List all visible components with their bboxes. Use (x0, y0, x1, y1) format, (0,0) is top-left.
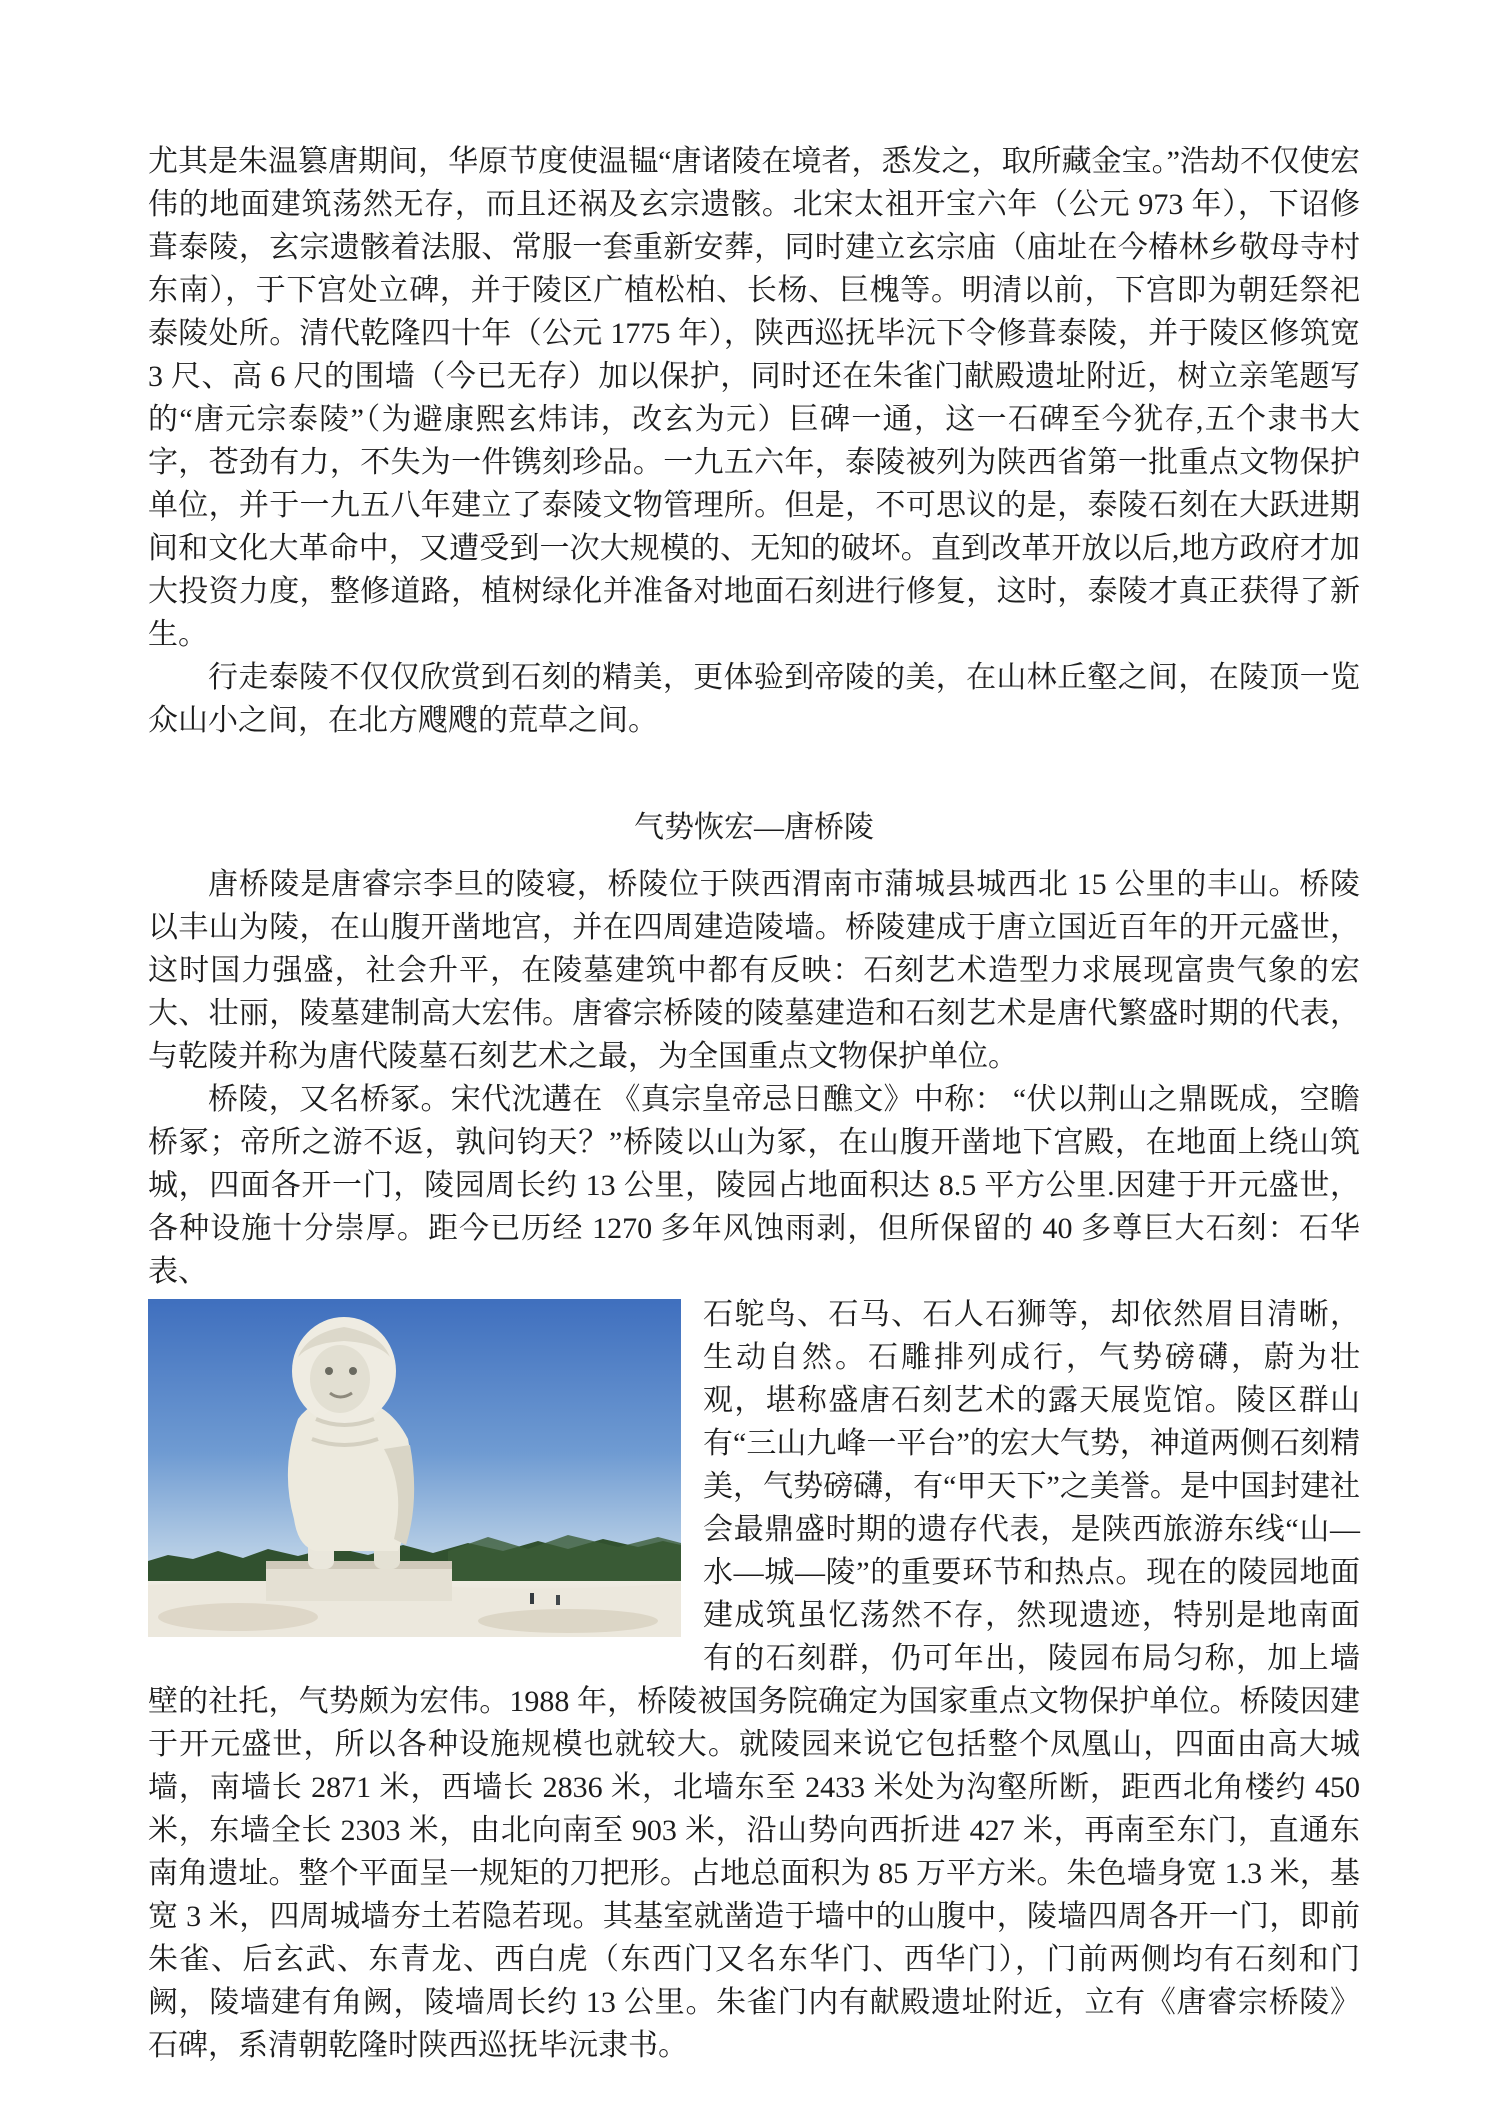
section-heading-qiaoling: 气势恢宏—唐桥陵 (634, 811, 874, 844)
stone-lion-photo (148, 1299, 681, 1637)
paragraph-qiaoling-intro: 唐桥陵是唐睿宗李旦的陵寝，桥陵位于陕西渭南市蒲城县城西北 15 公里的丰山。桥陵以丰山为陵，在山腹开凿地宫，并在四周建造陵墙。桥陵建成于唐立国近百年的开元盛世，这时国力强盛，社会升平，在陵墓建筑中都有反映：石刻艺术造型力求展现富贵气象的宏大、壮丽，陵墓建制高大宏伟。唐睿宗桥陵的陵墓建造和石刻艺术是唐代繁盛时期的代表，与乾陵并称为唐代陵墓石刻艺术之最，为全国重点文物保护单位。 (148, 868, 1360, 1073)
paragraph-qiaoling-detail-rest: 石鸵鸟、石马、石人石狮等，却依然眉目清晰，生动自然。石雕排列成行，气势磅礴，蔚为壮观，堪称盛唐石刻艺术的露天展览馆。陵区群山有“三山九峰一平台”的宏大气势，神道两侧石刻精美，气势磅礴，有“甲天下”之美誉。是中国封建社会最鼎盛时期的遗存代表，是陕西旅游东线“山—水—城—陵”的重要环节和热点。现在的陵园地面建成筑虽忆荡然不存，然现遗迹，特别是地南面有的石刻群，仍可年出，陵园布局匀称，加上墙壁的社托，气势颇为宏伟。1988 年，桥陵被国务院确定为国家重点文物保护单位。桥陵因建于开元盛世，所以各种设施规模也就较大。就陵园来说它包括整个凤凰山，四面由高大城墙，南墙长 2871 米，西墙长 2836 米，北墙东至 2433 米处为沟壑所断，距西北角楼约 450 米，东墙全长 2303 米，由北向南至 903 米，沿山势向西折进 427 米，再南至东门，直通东南角遗址。整个平面呈一规矩的刀把形。占地总面积为 85 万平方米。朱色墙身宽 1.3 米，基宽 3 米，四周城墙夯土若隐若现。其基室就凿造于墙中的山腹中，陵墙四周各开一门，即前朱雀、后玄武、东青龙、西白虎（东西门又名东华门、西华门），门前两侧均有石刻和门阙，陵墙建有角阙，陵墙周长约 13 公里。朱雀门内有献殿遗址附近，立有《唐睿宗桥陵》石碑，系清朝乾隆时陕西巡抚毕沅隶书。 (148, 1298, 1360, 2062)
paragraph-tailing-history: 尤其是朱温篡唐期间，华原节度使温韫“唐诸陵在境者，悉发之，取所藏金宝。”浩劫不仅使宏伟的地面建筑荡然无存，而且还祸及玄宗遗骸。北宋太祖开宝六年（公元 973 年），下诏修葺泰陵，玄宗遗骸着法服、常服一套重新安葬，同时建立玄宗庙（庙址在今椿林乡敬母寺村东南），于下宫处立碑，并于陵区广植松柏、长杨、巨槐等。明清以前，下宫即为朝廷祭祀泰陵处所。清代乾隆四十年（公元 1775 年），陕西巡抚毕沅下令修葺泰陵，并于陵区修筑宽 3 尺、高 6 尺的围墙（今已无存）加以保护，同时还在朱雀门献殿遗址附近，树立亲笔题写的“唐元宗泰陵”（为避康熙玄炜讳，改玄为元）巨碑一通，这一石碑至今犹存,五个隶书大字，苍劲有力，不失为一件镌刻珍品。一九五六年，泰陵被列为陕西省第一批重点文物保护单位，并于一九五八年建立了泰陵文物管理所。但是，不可思议的是，泰陵石刻在大跃进期间和文化大革命中，又遭受到一次大规模的、无知的破坏。直到改革开放以后,地方政府才加大投资力度，整修道路，植树绿化并准备对地面石刻进行修复，这时，泰陵才真正获得了新生。 (148, 145, 1360, 651)
paragraph-qiaoling-detail-start: 桥陵，又名桥冢。宋代沈遘在 《真宗皇帝忌日醮文》中称： “伏以荆山之鼎既成，空瞻桥冢；帝所之游不返，孰问钧天？”桥陵以山为冢，在山腹开凿地下宫殿，在地面上绕山筑城，四面各开一门，陵园周长约 13 公里，陵园占地面积达 8.5 平方公里.因建于开元盛世，各种设施十分崇厚。距今已历经 1270 多年风蚀雨剥，但所保留的 40 多尊巨大石刻：石华表、 (148, 1083, 1360, 1288)
paragraph-qiaoling-detail-wrap (148, 1293, 1360, 2067)
paragraph-tailing-walk: 行走泰陵不仅仅欣赏到石刻的精美，更体验到帝陵的美，在山林丘壑之间，在陵顶一览众山小之间，在北方飕飕的荒草之间。 (148, 661, 1360, 737)
stone-lion-photo-graphic (148, 1299, 681, 1637)
